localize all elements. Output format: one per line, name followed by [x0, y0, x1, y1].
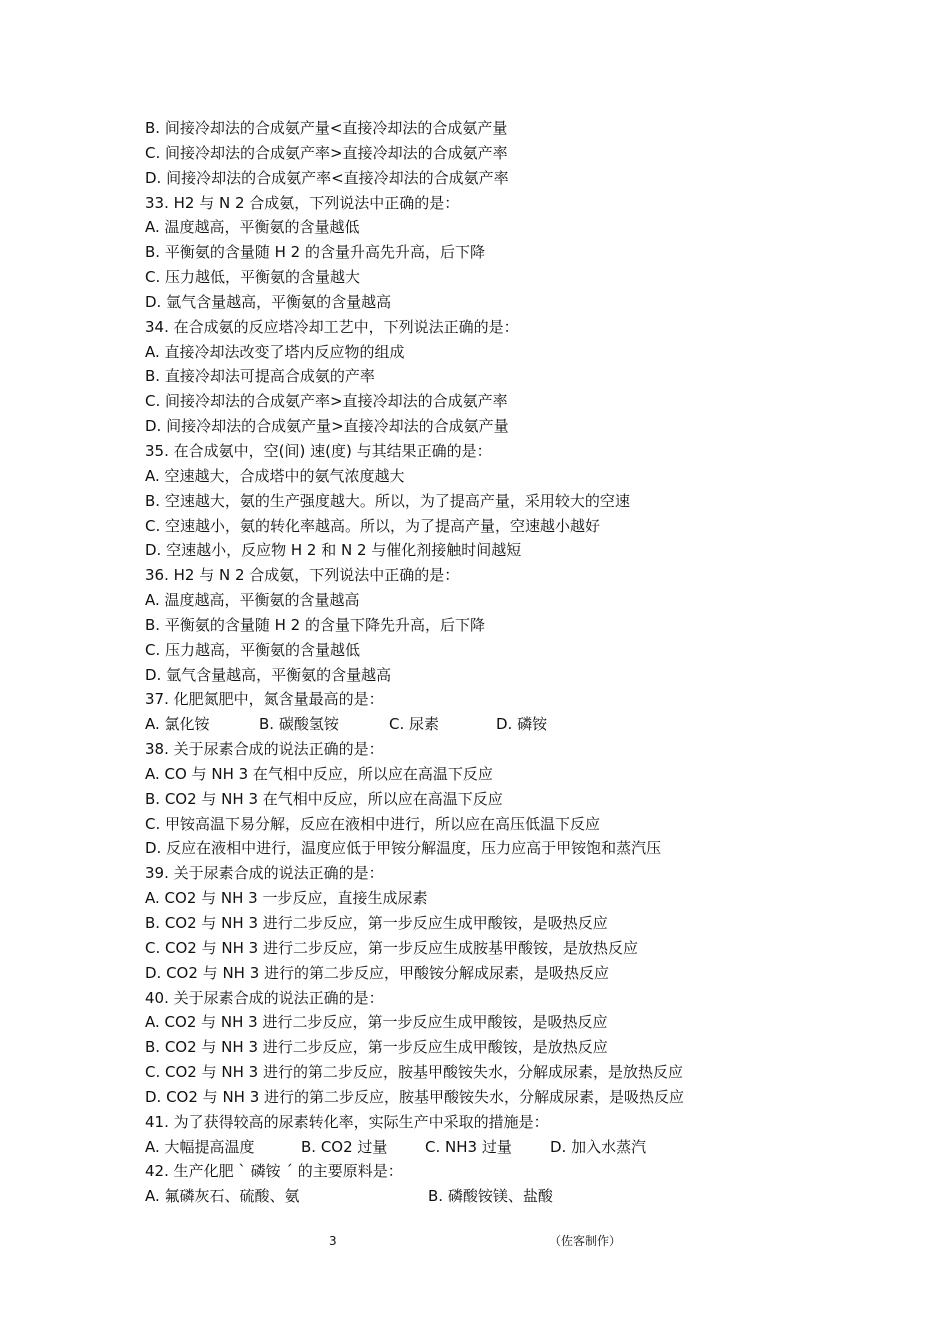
- text-line: 36. H2 与 N 2 合成氨，下列说法中正确的是：: [145, 566, 460, 585]
- text-line: A. 直接冷却法改变了塔内反应物的组成: [145, 342, 405, 361]
- text-line: C. 甲铵高温下易分解，反应在液相中进行，所以应在高压低温下反应: [145, 814, 601, 833]
- footer-note: （佐客制作）: [549, 1234, 622, 1248]
- q42-title: 42. 生产化肥 ˋ 磷铵 ˊ 的主要原料是：: [145, 1162, 403, 1181]
- text-line: D. 间接冷却法的合成氨产量>直接冷却法的合成氨产量: [145, 417, 509, 436]
- text-line: C. 压力越高，平衡氨的含量越低: [145, 640, 361, 659]
- text-line: C. CO2 与 NH 3 进行二步反应，第一步反应生成胺基甲酸铵，是放热反应: [145, 938, 638, 957]
- q37-option-b: B. 碳酸氢铵: [259, 715, 339, 734]
- q42-option-b: B. 磷酸铵镁、盐酸: [428, 1187, 553, 1206]
- text-line: C. 间接冷却法的合成氨产率>直接冷却法的合成氨产率: [145, 143, 508, 162]
- q42-option-a: A. 氟磷灰石、硫酸、氨: [145, 1187, 300, 1206]
- text-line: A. 空速越大，合成塔中的氨气浓度越大: [145, 466, 405, 485]
- text-line: A. CO2 与 NH 3 一步反应，直接生成尿素: [145, 889, 428, 908]
- text-line: 35. 在合成氨中，空(间) 速(度) 与其结果正确的是：: [145, 441, 492, 460]
- text-line: B. 平衡氨的含量随 H 2 的含量升高先升高，后下降: [145, 243, 485, 262]
- q37-option-d: D. 磷铵: [496, 715, 548, 734]
- text-line: 33. H2 与 N 2 合成氨，下列说法中正确的是：: [145, 193, 460, 212]
- text-line: D. 氩气含量越高，平衡氨的含量越高: [145, 292, 392, 311]
- page-number: 3: [329, 1234, 337, 1248]
- text-line: A. CO2 与 NH 3 进行二步反应，第一步反应生成甲酸铵，是吸热反应: [145, 1013, 608, 1032]
- question-block-2: [145, 737, 825, 1135]
- text-line: C. CO2 与 NH 3 进行的第二步反应，胺基甲酸铵失水，分解成尿素，是放热反应: [145, 1063, 683, 1082]
- text-line: A. CO 与 NH 3 在气相中反应，所以应在高温下反应: [145, 764, 493, 783]
- text-line: 37. 化肥氮肥中，氮含量最高的是：: [145, 690, 384, 709]
- q37-option-c: C. 尿素: [389, 715, 440, 734]
- text-line: 39. 关于尿素合成的说法正确的是：: [145, 864, 384, 883]
- text-line: A. 温度越高，平衡氨的含量越高: [145, 591, 360, 610]
- text-line: C. 压力越低，平衡氨的含量越大: [145, 268, 361, 287]
- q37-option-a: A. 氯化铵: [145, 715, 210, 734]
- text-line: B. CO2 与 NH 3 在气相中反应，所以应在高温下反应: [145, 789, 503, 808]
- q41-option-a: A. 大幅提高温度: [145, 1137, 255, 1156]
- text-line: 41. 为了获得较高的尿素转化率，实际生产中采取的措施是：: [145, 1112, 549, 1131]
- text-line: B. CO2 与 NH 3 进行二步反应，第一步反应生成甲酸铵，是放热反应: [145, 1038, 608, 1057]
- text-line: D. CO2 与 NH 3 进行的第二步反应，甲酸铵分解成尿素，是吸热反应: [145, 963, 610, 982]
- q37-options-row: [145, 712, 825, 737]
- text-line: D. 氩气含量越高，平衡氨的含量越高: [145, 665, 392, 684]
- q41-options-row: [145, 1135, 825, 1160]
- text-line: 40. 关于尿素合成的说法正确的是：: [145, 988, 384, 1007]
- document-body: [145, 116, 825, 1209]
- text-line: D. 间接冷却法的合成氨产率<直接冷却法的合成氨产率: [145, 168, 509, 187]
- text-line: C. 间接冷却法的合成氨产率>直接冷却法的合成氨产率: [145, 392, 508, 411]
- text-line: D. CO2 与 NH 3 进行的第二步反应，胺基甲酸铵失水，分解成尿素，是吸热反应: [145, 1087, 685, 1106]
- text-line: B. 间接冷却法的合成氨产量<直接冷却法的合成氨产量: [145, 119, 508, 137]
- text-line: 38. 关于尿素合成的说法正确的是：: [145, 740, 384, 759]
- text-line: A. 温度越高，平衡氨的含量越低: [145, 218, 360, 237]
- q42-options-row: [145, 1184, 825, 1209]
- text-line: 34. 在合成氨的反应塔冷却工艺中，下列说法正确的是：: [145, 317, 519, 336]
- text-line: B. 平衡氨的含量随 H 2 的含量下降先升高，后下降: [145, 615, 485, 634]
- q41-option-c: C. NH3 过量: [425, 1137, 512, 1156]
- question-block-1: [145, 116, 825, 712]
- q41-option-b: B. CO2 过量: [301, 1137, 388, 1156]
- text-line: B. 直接冷却法可提高合成氨的产率: [145, 367, 375, 386]
- text-line: C. 空速越小，氨的转化率越高。所以，为了提高产量，空速越小越好: [145, 516, 601, 535]
- text-line: D. 反应在液相中进行，温度应低于甲铵分解温度，压力应高于甲铵饱和蒸汽压: [145, 839, 662, 858]
- text-line: B. CO2 与 NH 3 进行二步反应，第一步反应生成甲酸铵，是吸热反应: [145, 914, 608, 932]
- q41-option-d: D. 加入水蒸汽: [550, 1137, 647, 1156]
- text-line: B. 空速越大，氨的生产强度越大。所以，为了提高产量，采用较大的空速: [145, 491, 630, 510]
- text-line: D. 空速越小，反应物 H 2 和 N 2 与催化剂接触时间越短: [145, 541, 522, 560]
